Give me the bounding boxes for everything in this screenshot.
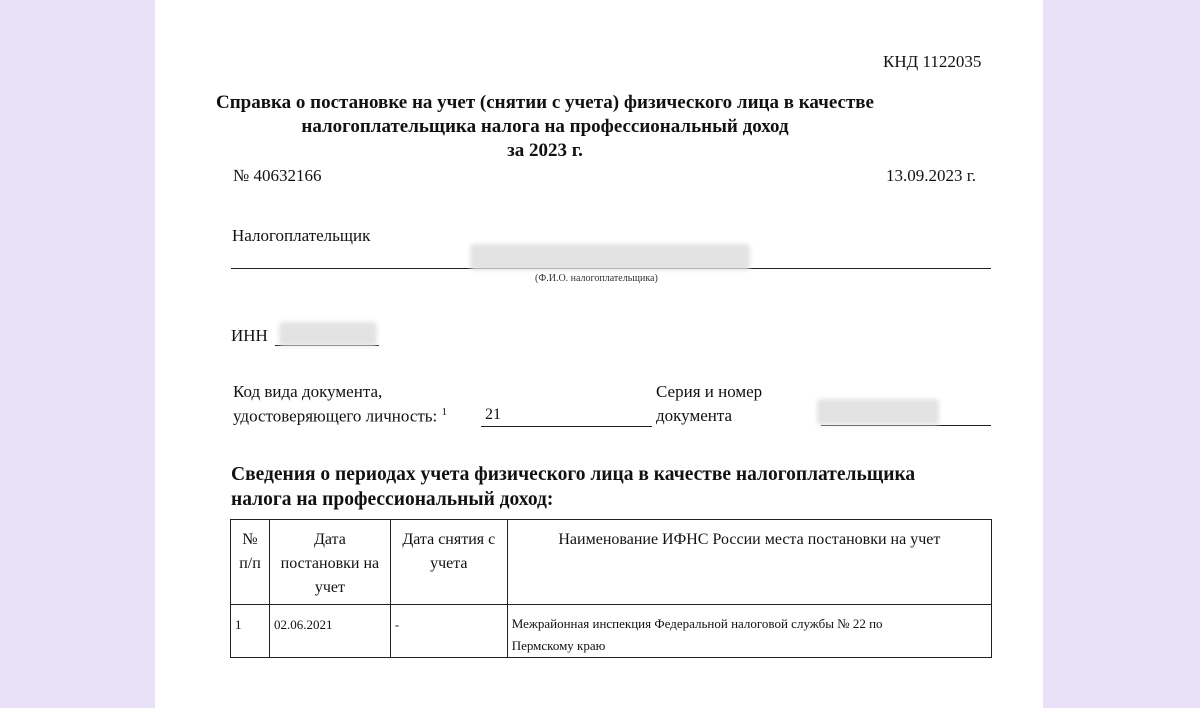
document-title-line-2: налогоплательщика налога на профессиональный доход: [301, 116, 789, 137]
document-date: 13.09.2023 г.: [886, 166, 977, 185]
doc-code-label-line-2: [233, 406, 447, 427]
document-title-line-3: за 2023 г.: [507, 140, 583, 161]
document-number: № 40632166: [233, 166, 322, 185]
header-dereg-date: [390, 520, 507, 605]
header-reg-date-line-2: постановки на: [280, 555, 380, 572]
doc-code-label-line-1: Код вида документа,: [233, 382, 383, 401]
taxpayer-name-redacted: [470, 244, 750, 270]
table-header-row: [231, 520, 992, 605]
periods-table: [230, 519, 992, 658]
header-num: [231, 520, 270, 605]
inn-label: ИНН: [231, 326, 268, 345]
header-dereg-date-line-1: Дата снятия с: [402, 531, 496, 548]
doc-code-label-text: удостоверяющего личность:: [233, 406, 438, 426]
doc-series-redacted: [817, 399, 939, 425]
document-title-line-1: Справка о постановке на учет (снятии с учета) физического лица в качестве: [215, 92, 874, 113]
cell-ifns-line-2: Пермскому краю: [511, 638, 606, 653]
section-title-line-2: налога на профессиональный доход:: [231, 489, 554, 510]
footnote-marker: 1: [441, 406, 448, 418]
header-ifns: [507, 520, 991, 605]
header-reg-date-line-3: учет: [314, 579, 345, 596]
cell-ifns-line-1: Межрайонная инспекция Федеральной налоговой службы № 22 по: [511, 616, 883, 631]
header-ifns-line-1: Наименование ИФНС России места постановки на учет: [558, 531, 941, 548]
header-num-line-2: п/п: [239, 555, 261, 572]
header-reg-date-line-1: Дата: [313, 531, 346, 548]
doc-code-line: [481, 426, 652, 427]
document-title: [155, 91, 935, 163]
doc-series-label-line-1: Серия и номер: [656, 382, 763, 401]
cell-ifns: [507, 605, 991, 658]
doc-code-value: 21: [485, 406, 501, 423]
doc-series-line: [821, 425, 991, 426]
header-num-line-1: №: [242, 531, 258, 548]
cell-dereg-date: -: [390, 605, 507, 658]
table-row: [231, 605, 992, 658]
doc-series-label-line-2: документа: [656, 406, 733, 425]
cell-num: 1: [231, 605, 270, 658]
document-page: [155, 0, 1043, 708]
header-reg-date: [269, 520, 390, 605]
section-title: [231, 462, 1021, 512]
taxpayer-label: Налогоплательщик: [232, 226, 371, 245]
header-dereg-date-line-2: учета: [430, 555, 468, 572]
inn-redacted: [279, 322, 377, 346]
section-title-line-1: Сведения о периодах учета физического лица в качестве налогоплательщика: [231, 464, 916, 485]
cell-reg-date: 02.06.2021: [269, 605, 390, 658]
knd-code: КНД 1122035: [883, 52, 982, 71]
taxpayer-caption: (Ф.И.О. налогоплательщика): [535, 273, 658, 284]
